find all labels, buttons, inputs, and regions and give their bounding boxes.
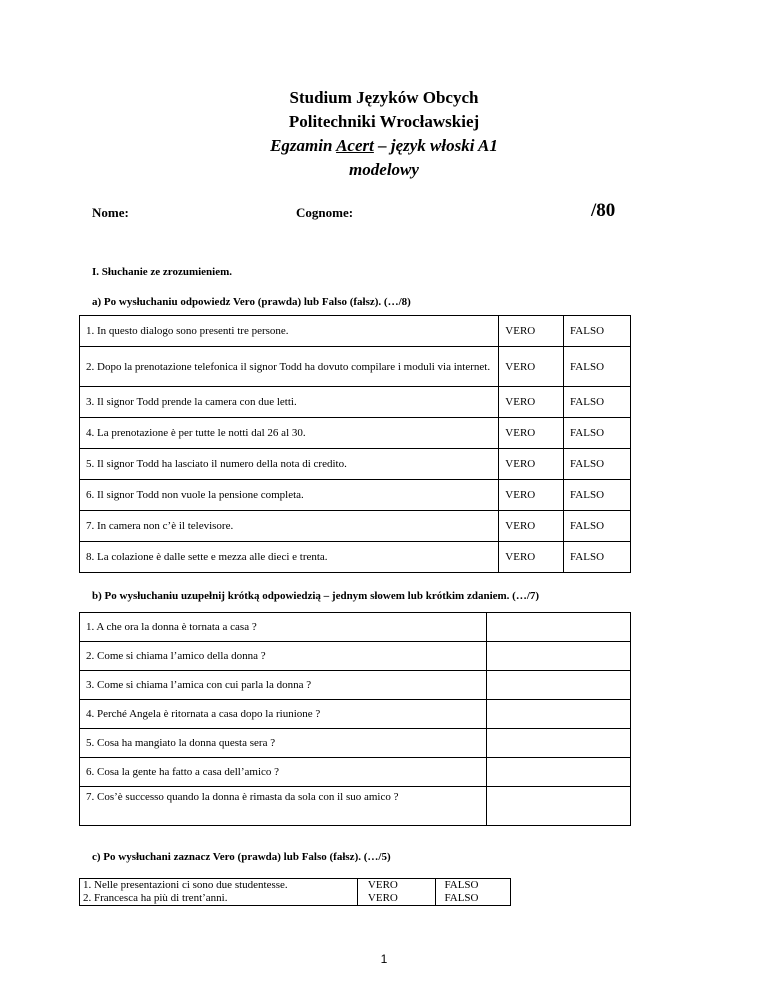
part-a-row [80, 387, 631, 418]
question-text: 6. Il signor Todd non vuole la pensione completa. [80, 480, 499, 511]
part-b-row [80, 613, 631, 642]
part-c-row [80, 892, 511, 906]
vero-option[interactable]: VERO [499, 449, 564, 480]
part-a-row [80, 347, 631, 387]
question-text: 7. Cos’è successo quando la donna è rimasta da sola con il suo amico ? [80, 787, 487, 826]
question-text: 4. La prenotazione è per tutte le notti dal 26 al 30. [80, 418, 499, 449]
falso-option[interactable]: FALSO [563, 347, 630, 387]
falso-option[interactable]: FALSO [563, 418, 630, 449]
part-a-row [80, 542, 631, 573]
question-text: 5. Il signor Todd ha lasciato il numero della nota di credito. [80, 449, 499, 480]
exam-title [0, 134, 768, 158]
question-text: 1. Nelle presentazioni ci sono due studentesse. [83, 879, 288, 891]
falso-option[interactable]: FALSO [563, 542, 630, 573]
part-a-heading: a) Po wysłuchaniu odpowiedz Vero (prawda) lub Falso (fałsz). (…/8) [92, 296, 411, 308]
nome-label: Nome: [92, 205, 129, 220]
part-b-row [80, 642, 631, 671]
section-title: I. Słuchanie ze zrozumieniem. [92, 266, 233, 278]
question-text: 2. Dopo la prenotazione telefonica il signor Todd ha dovuto compilare i moduli via internet. [80, 347, 499, 387]
question-text: 8. La colazione è dalle sette e mezza alle dieci e trenta. [80, 542, 499, 573]
question-text: 1. A che ora la donna è tornata a casa ? [80, 613, 487, 642]
part-b-row [80, 700, 631, 729]
question-text: 4. Perché Angela è ritornata a casa dopo la riunione ? [80, 700, 487, 729]
part-b-row [80, 787, 631, 826]
question-text: 5. Cosa ha mangiato la donna questa sera ? [80, 729, 487, 758]
question-text: 3. Come si chiama l’amica con cui parla la donna ? [80, 671, 487, 700]
institution-subname: Politechniki Wrocławskiej [288, 112, 480, 131]
part-b-row [80, 758, 631, 787]
cognome-label: Cognome: [296, 205, 354, 220]
part-c-row [80, 879, 511, 893]
falso-option[interactable]: FALSO [563, 387, 630, 418]
institution-name: Studium Języków Obcych [289, 88, 479, 107]
question-text: 7. In camera non c’è il televisore. [80, 511, 499, 542]
falso-option[interactable]: FALSO [563, 511, 630, 542]
falso-option[interactable]: FALSO [563, 449, 630, 480]
vero-option[interactable]: VERO [499, 316, 564, 347]
vero-option[interactable]: VERO [499, 480, 564, 511]
answer-field[interactable] [487, 613, 631, 642]
page-number: 1 [380, 952, 388, 966]
exam-subtitle: modelowy [349, 160, 419, 179]
question-text: 3. Il signor Todd prende la camera con due letti. [80, 387, 499, 418]
part-a-row [80, 316, 631, 347]
total-score: /80 [591, 200, 616, 221]
answer-field[interactable] [487, 758, 631, 787]
question-text: 2. Francesca ha più di trent’anni. [83, 892, 228, 904]
part-a-row [80, 511, 631, 542]
vero-option[interactable]: VERO [357, 879, 436, 893]
vero-option[interactable]: VERO [499, 542, 564, 573]
part-a-row [80, 480, 631, 511]
question-text: 1. In questo dialogo sono presenti tre persone. [80, 316, 499, 347]
answer-field[interactable] [487, 729, 631, 758]
answer-field[interactable] [487, 787, 631, 826]
part-c-heading: c) Po wysłuchani zaznacz Vero (prawda) lub Falso (fałsz). (…/5) [92, 851, 391, 863]
vero-option[interactable]: VERO [499, 418, 564, 449]
falso-option[interactable]: FALSO [563, 316, 630, 347]
part-a-table [79, 315, 631, 573]
answer-field[interactable] [487, 671, 631, 700]
answer-field[interactable] [487, 642, 631, 671]
part-a-row [80, 418, 631, 449]
question-text: 6. Cosa la gente ha fatto a casa dell’amico ? [80, 758, 487, 787]
part-a-row [80, 449, 631, 480]
exam-title-pre: Egzamin [270, 136, 337, 155]
question-text: 2. Come si chiama l’amico della donna ? [80, 642, 487, 671]
part-c-table [79, 878, 511, 906]
exam-title-acert: Acert [336, 136, 374, 155]
falso-option[interactable]: FALSO [563, 480, 630, 511]
answer-field[interactable] [487, 700, 631, 729]
vero-option[interactable]: VERO [357, 892, 436, 906]
vero-option[interactable]: VERO [499, 387, 564, 418]
part-b-row [80, 671, 631, 700]
falso-option[interactable]: FALSO [436, 892, 511, 906]
part-b-heading: b) Po wysłuchaniu uzupełnij krótką odpowiedzią – jednym słowem lub krótkim zdaniem. (…/7) [92, 590, 540, 602]
falso-option[interactable]: FALSO [436, 879, 511, 893]
vero-option[interactable]: VERO [499, 511, 564, 542]
vero-option[interactable]: VERO [499, 347, 564, 387]
part-b-row [80, 729, 631, 758]
part-b-table [79, 612, 631, 826]
exam-title-post: – język włoski A1 [373, 136, 498, 155]
